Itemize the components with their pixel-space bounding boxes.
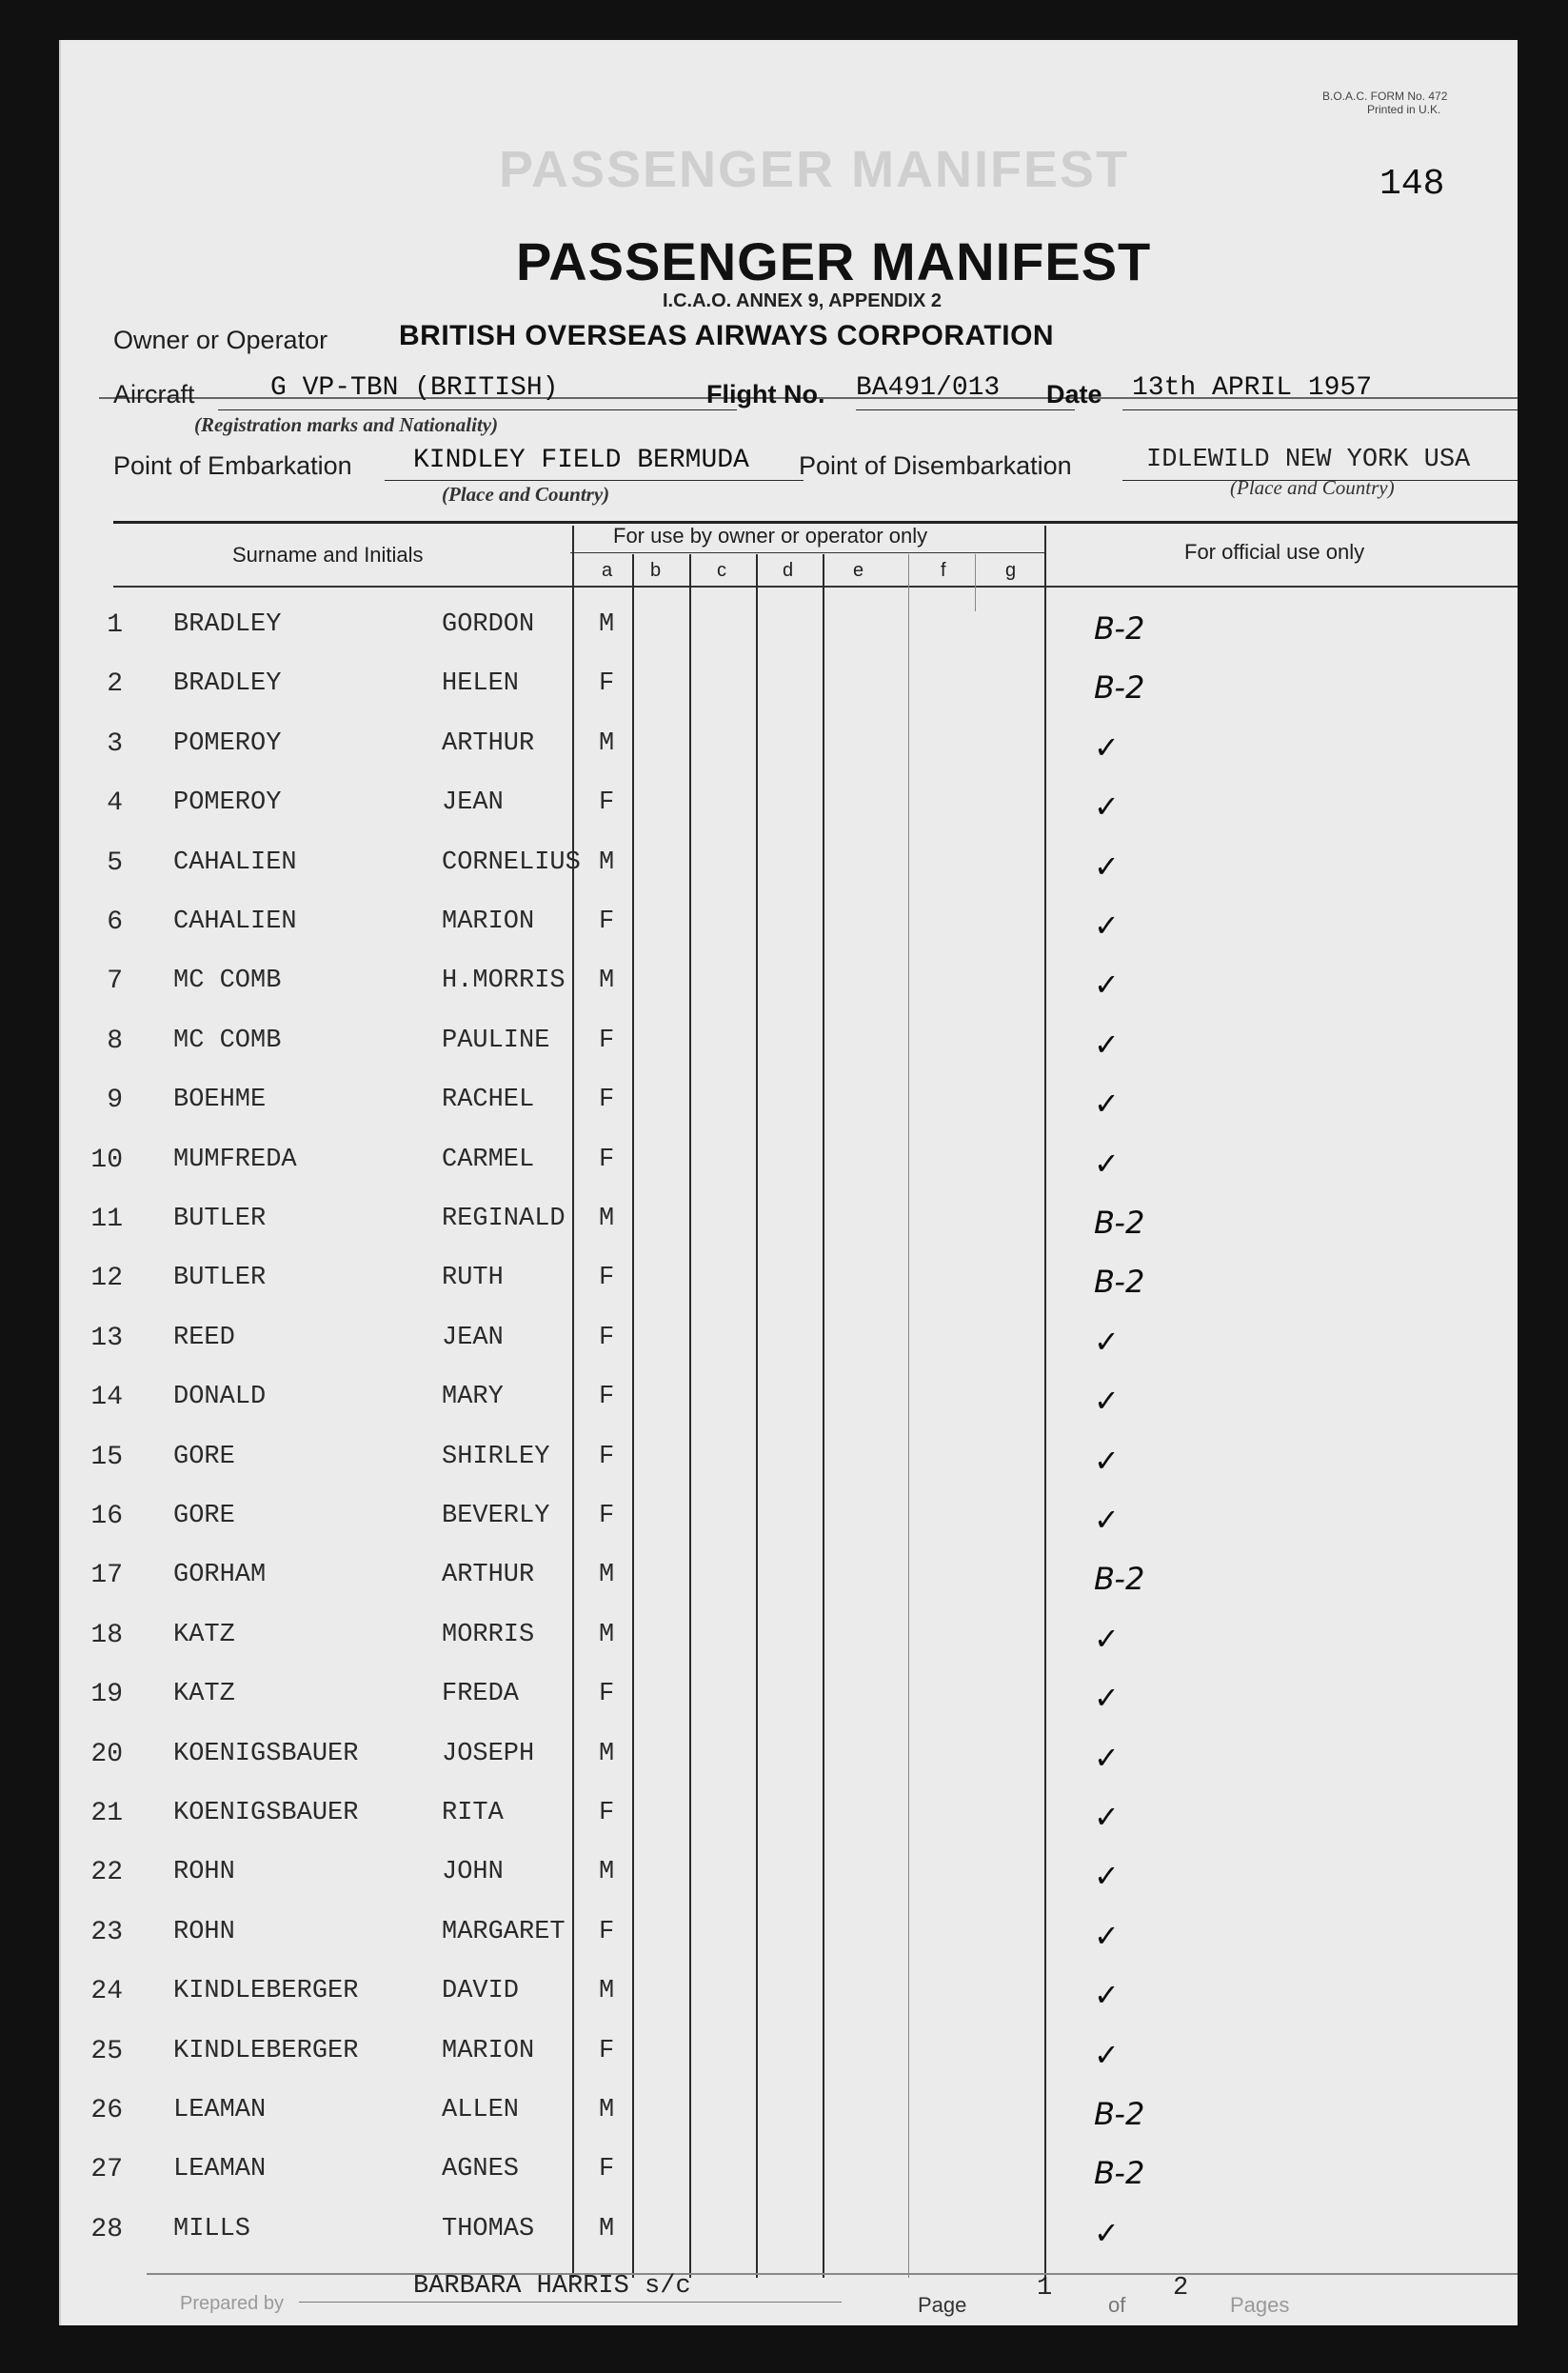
table-header-rule	[113, 586, 1518, 588]
table-row	[61, 1854, 1518, 1902]
given-name-cell: MORRIS	[442, 1621, 535, 1649]
sex-cell: F	[599, 1918, 615, 1946]
manifest-page	[59, 40, 1518, 2325]
surname-header: Surname and Initials	[232, 543, 424, 567]
sex-cell: F	[599, 1027, 615, 1055]
row-number: 11	[90, 1205, 123, 1234]
surname-cell: DONALD	[173, 1383, 267, 1411]
official-mark-cell: B-2	[1094, 669, 1145, 706]
official-mark-cell: ✓	[1094, 1146, 1120, 1182]
row-number: 9	[107, 1086, 123, 1115]
embarkation-caption: (Place and Country)	[442, 483, 610, 506]
given-name-cell: ARTHUR	[442, 1561, 535, 1589]
official-mark-cell: ✓	[1094, 729, 1120, 766]
table-row	[61, 1973, 1518, 2021]
official-mark-cell: ✓	[1094, 1858, 1120, 1894]
official-mark-cell: ✓	[1094, 1740, 1120, 1776]
given-name-cell: CARMEL	[442, 1146, 535, 1174]
row-number: 28	[90, 2215, 123, 2244]
given-name-cell: RUTH	[442, 1264, 504, 1292]
embarkation-underline	[385, 480, 804, 481]
row-number: 26	[90, 2096, 123, 2125]
table-row	[61, 904, 1518, 951]
sex-cell: F	[599, 1324, 615, 1352]
flight-underline	[856, 409, 1075, 410]
sex-cell: M	[599, 2215, 615, 2243]
sex-cell: M	[599, 610, 615, 639]
surname-cell: GORE	[173, 1502, 235, 1530]
surname-cell: POMEROY	[173, 729, 282, 758]
row-number: 2	[107, 669, 123, 699]
surname-cell: GORE	[173, 1443, 235, 1471]
col-g-header: g	[1005, 560, 1017, 581]
surname-cell: BRADLEY	[173, 669, 282, 698]
given-name-cell: RITA	[442, 1799, 504, 1827]
surname-cell: REED	[173, 1324, 235, 1352]
aircraft-underline	[218, 409, 737, 410]
row-number: 27	[90, 2155, 123, 2184]
aircraft-value: G VP-TBN (BRITISH)	[270, 373, 559, 403]
table-row	[61, 1617, 1518, 1665]
surname-cell: CAHALIEN	[173, 848, 297, 877]
table-row	[61, 1023, 1518, 1070]
table-row	[61, 726, 1518, 773]
page-number: 1	[1037, 2274, 1053, 2303]
given-name-cell: H.MORRIS	[442, 967, 566, 995]
table-row	[61, 1736, 1518, 1784]
given-name-cell: MARION	[442, 2037, 535, 2065]
page-total: 2	[1173, 2274, 1189, 2303]
given-name-cell: JEAN	[442, 788, 504, 817]
surname-cell: MC COMB	[173, 1027, 282, 1055]
surname-cell: ROHN	[173, 1918, 235, 1946]
row-number: 3	[107, 729, 123, 759]
disembarkation-caption: (Place and Country)	[1230, 476, 1395, 499]
surname-cell: MILLS	[173, 2215, 251, 2243]
ghost-title: PASSENGER MANIFEST	[499, 141, 1130, 198]
table-row	[61, 1201, 1518, 1248]
given-name-cell: BEVERLY	[442, 1502, 550, 1530]
row-number: 7	[107, 967, 123, 996]
table-row	[61, 666, 1518, 713]
col-b-header: b	[650, 560, 662, 581]
official-mark-cell: B-2	[1094, 2155, 1145, 2191]
given-name-cell: SHIRLEY	[442, 1443, 550, 1471]
surname-cell: ROHN	[173, 1858, 235, 1886]
printed-note: Printed in U.K.	[1367, 103, 1441, 116]
row-number: 6	[107, 907, 123, 937]
surname-cell: BRADLEY	[173, 610, 282, 639]
owner-label: Owner or Operator	[113, 326, 328, 354]
sex-cell: M	[599, 1561, 615, 1589]
registration-caption: (Registration marks and Nationality)	[194, 413, 499, 436]
official-mark-cell: ✓	[1094, 1324, 1120, 1360]
page-subtitle: I.C.A.O. ANNEX 9, APPENDIX 2	[663, 290, 943, 311]
given-name-cell: AGNES	[442, 2155, 520, 2184]
surname-cell: POMEROY	[173, 788, 282, 817]
aircraft-label: Aircraft	[113, 380, 195, 409]
surname-cell: KINDLEBERGER	[173, 2037, 359, 2065]
row-number: 24	[90, 1977, 123, 2006]
surname-cell: KOENIGSBAUER	[173, 1740, 359, 1768]
surname-cell: KATZ	[173, 1621, 235, 1649]
given-name-cell: JEAN	[442, 1324, 504, 1352]
sex-cell: M	[599, 1205, 615, 1233]
table-row	[61, 1142, 1518, 1189]
sex-cell: F	[599, 907, 615, 936]
official-mark-cell: ✓	[1094, 1621, 1120, 1657]
embarkation-value: KINDLEY FIELD BERMUDA	[413, 446, 749, 475]
pages-label: Pages	[1230, 2293, 1290, 2317]
surname-cell: LEAMAN	[173, 2096, 267, 2124]
given-name-cell: THOMAS	[442, 2215, 535, 2243]
official-mark-cell: B-2	[1094, 2096, 1145, 2132]
given-name-cell: HELEN	[442, 669, 520, 698]
flight-value: BA491/013	[856, 373, 1001, 403]
flight-label: Flight No.	[706, 380, 825, 409]
date-underline	[1122, 409, 1518, 410]
sex-cell: M	[599, 1858, 615, 1886]
row-number: 14	[90, 1383, 123, 1412]
subheader-rule	[570, 552, 1046, 553]
row-number: 12	[90, 1264, 123, 1293]
given-name-cell: MARGARET	[442, 1918, 566, 1946]
sex-cell: F	[599, 1383, 615, 1411]
sex-cell: M	[599, 967, 615, 995]
given-name-cell: ALLEN	[442, 2096, 520, 2124]
official-mark-cell: B-2	[1094, 610, 1145, 647]
table-row	[61, 1914, 1518, 1962]
official-mark-cell: ✓	[1094, 1383, 1120, 1419]
given-name-cell: GORDON	[442, 610, 535, 639]
table-row	[61, 2092, 1518, 2140]
col-d-header: d	[783, 560, 794, 581]
row-number: 20	[90, 1740, 123, 1769]
sex-cell: F	[599, 1086, 615, 1114]
row-number: 4	[107, 788, 123, 818]
surname-cell: CAHALIEN	[173, 907, 297, 936]
row-number: 19	[90, 1680, 123, 1709]
table-row	[61, 1557, 1518, 1605]
form-number: B.O.A.C. FORM No. 472	[1322, 90, 1448, 103]
official-mark-cell: ✓	[1094, 2215, 1120, 2251]
sex-cell: F	[599, 1799, 615, 1827]
given-name-cell: RACHEL	[442, 1086, 535, 1114]
sex-cell: F	[599, 1680, 615, 1708]
table-row	[61, 1082, 1518, 1129]
row-number: 23	[90, 1918, 123, 1947]
table-row	[61, 2151, 1518, 2199]
table-row	[61, 963, 1518, 1010]
official-mark-cell: ✓	[1094, 1799, 1120, 1835]
given-name-cell: MARY	[442, 1383, 504, 1411]
official-mark-cell: ✓	[1094, 848, 1120, 885]
sex-cell: M	[599, 1740, 615, 1768]
table-row	[61, 1260, 1518, 1307]
sex-cell: F	[599, 2037, 615, 2065]
sex-cell: F	[599, 2155, 615, 2184]
official-use-header: For official use only	[1184, 540, 1365, 564]
sex-cell: M	[599, 848, 615, 877]
surname-cell: BUTLER	[173, 1205, 267, 1233]
given-name-cell: CORNELIUS	[442, 848, 581, 877]
given-name-cell: DAVID	[442, 1977, 520, 2005]
prepared-by-label: Prepared by	[180, 2293, 284, 2314]
table-row	[61, 1379, 1518, 1426]
official-mark-cell: ✓	[1094, 788, 1120, 825]
official-mark-cell: ✓	[1094, 1086, 1120, 1122]
surname-cell: GORHAM	[173, 1561, 267, 1589]
page-label: Page	[918, 2293, 967, 2317]
sex-cell: M	[599, 1621, 615, 1649]
of-label: of	[1108, 2293, 1126, 2317]
sex-cell: M	[599, 729, 615, 758]
owner-value: BRITISH OVERSEAS AIRWAYS CORPORATION	[399, 320, 1055, 351]
surname-cell: KOENIGSBAUER	[173, 1799, 359, 1827]
table-row	[61, 1676, 1518, 1724]
sex-cell: M	[599, 1977, 615, 2005]
given-name-cell: JOHN	[442, 1858, 504, 1886]
footer-rule	[147, 2273, 1518, 2275]
surname-cell: MC COMB	[173, 967, 282, 995]
table-row	[61, 785, 1518, 832]
row-number: 25	[90, 2037, 123, 2066]
official-mark-cell: ✓	[1094, 1443, 1120, 1479]
prepared-underline	[299, 2302, 842, 2303]
row-number: 5	[107, 848, 123, 878]
given-name-cell: REGINALD	[442, 1205, 566, 1233]
row-number: 13	[90, 1324, 123, 1353]
col-rule-g-left	[975, 554, 976, 611]
official-mark-cell: ✓	[1094, 1918, 1120, 1954]
table-row	[61, 607, 1518, 654]
surname-cell: KATZ	[173, 1680, 235, 1708]
sex-cell: F	[599, 1146, 615, 1174]
table-row	[61, 1795, 1518, 1843]
surname-cell: BUTLER	[173, 1264, 267, 1292]
row-number: 10	[90, 1146, 123, 1175]
official-mark-cell: B-2	[1094, 1205, 1145, 1241]
date-value: 13th APRIL 1957	[1132, 373, 1373, 403]
surname-cell: KINDLEBERGER	[173, 1977, 359, 2005]
page-stamp-number: 148	[1379, 164, 1445, 205]
official-mark-cell: ✓	[1094, 1027, 1120, 1063]
given-name-cell: PAULINE	[442, 1027, 550, 1055]
row-number: 15	[90, 1443, 123, 1472]
owner-use-header: For use by owner or operator only	[613, 524, 928, 548]
disembarkation-label: Point of Disembarkation	[799, 451, 1072, 480]
official-mark-cell: ✓	[1094, 907, 1120, 944]
sex-cell: F	[599, 788, 615, 817]
table-row	[61, 845, 1518, 892]
prepared-by-value: BARBARA HARRIS s/c	[413, 2272, 691, 2301]
table-row	[61, 1498, 1518, 1545]
col-c-header: c	[717, 560, 726, 581]
row-number: 16	[90, 1502, 123, 1531]
col-a-header: a	[602, 560, 613, 581]
official-mark-cell: ✓	[1094, 1977, 1120, 2013]
surname-cell: BOEHME	[173, 1086, 267, 1114]
sex-cell: M	[599, 2096, 615, 2124]
given-name-cell: MARION	[442, 907, 535, 936]
table-row	[61, 2211, 1518, 2259]
given-name-cell: ARTHUR	[442, 729, 535, 758]
table-row	[61, 2033, 1518, 2081]
table-row	[61, 1439, 1518, 1486]
surname-cell: MUMFREDA	[173, 1146, 297, 1174]
row-number: 22	[90, 1858, 123, 1887]
sex-cell: F	[599, 1264, 615, 1292]
disembarkation-value: IDLEWILD NEW YORK USA	[1146, 446, 1471, 474]
sex-cell: F	[599, 669, 615, 698]
row-number: 21	[90, 1799, 123, 1828]
page-title: PASSENGER MANIFEST	[516, 231, 1152, 291]
row-number: 8	[107, 1027, 123, 1056]
official-mark-cell: ✓	[1094, 967, 1120, 1003]
official-mark-cell: B-2	[1094, 1561, 1145, 1597]
row-number: 18	[90, 1621, 123, 1650]
date-label: Date	[1046, 380, 1102, 409]
row-number: 1	[107, 610, 123, 640]
embarkation-label: Point of Embarkation	[113, 451, 352, 480]
official-mark-cell: B-2	[1094, 1264, 1145, 1300]
official-mark-cell: ✓	[1094, 1502, 1120, 1538]
official-mark-cell: ✓	[1094, 2037, 1120, 2073]
col-e-header: e	[853, 560, 864, 581]
sex-cell: F	[599, 1443, 615, 1471]
official-mark-cell: ✓	[1094, 1680, 1120, 1716]
surname-cell: LEAMAN	[173, 2155, 267, 2184]
given-name-cell: FREDA	[442, 1680, 520, 1708]
given-name-cell: JOSEPH	[442, 1740, 535, 1768]
table-row	[61, 1320, 1518, 1367]
sex-cell: F	[599, 1502, 615, 1530]
col-f-header: f	[941, 560, 946, 581]
row-number: 17	[90, 1561, 123, 1590]
